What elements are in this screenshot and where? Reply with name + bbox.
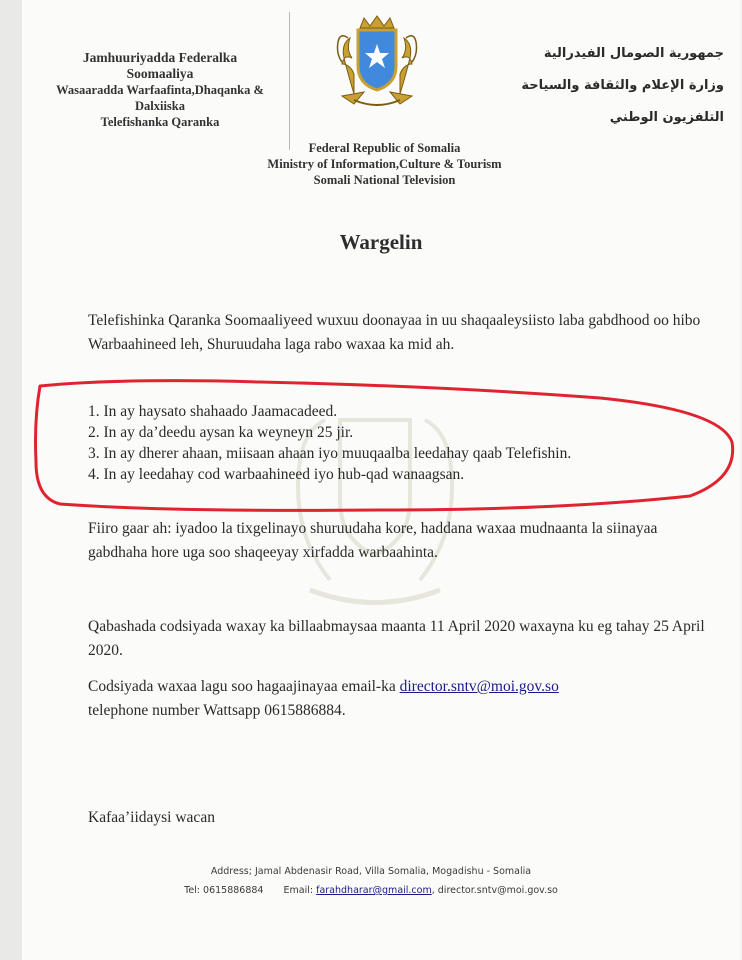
footer-contact <box>0 881 742 900</box>
header-arabic-line: جمهورية الصومال الفيدرالية <box>543 46 724 61</box>
letter-footer <box>0 862 742 900</box>
header-english-line: Federal Republic of Somalia <box>308 141 461 155</box>
header-somali <box>40 50 280 130</box>
note-paragraph: Fiiro gaar ah: iyadoo la tixgelinayo shuruudaha kore, haddana waxaa mudnaanta la siinayaa gabdhaha hore uga soo shaqeeyay xirfadda warbaahinta. <box>88 520 658 561</box>
contact-paragraph <box>88 675 708 723</box>
footer-tel: Tel: 0615886884 <box>184 885 264 896</box>
header-divider <box>289 12 290 150</box>
header-somali-line: Soomaaliya <box>126 66 194 81</box>
header-somali-line: Jamhuuriyadda Federalka <box>82 50 238 65</box>
footer-email-label: Email: <box>283 885 317 896</box>
header-somali-line: Wasaaradda Warfaafinta,Dhaqanka & <box>56 83 264 97</box>
header-english <box>222 140 547 188</box>
footer-email-link[interactable]: farahdharar@gmail.com <box>316 885 432 896</box>
requirement-item: 4. In ay leedahay cod warbaahineed iyo hub-qad wanaagsan. <box>88 466 465 483</box>
red-annotation-loop <box>0 370 742 520</box>
footer-email-rest: , director.sntv@moi.gov.so <box>431 885 558 896</box>
header-arabic-line: التلفزيون الوطني <box>609 110 724 125</box>
header-arabic <box>492 38 724 134</box>
requirement-item: 3. In ay dherer ahaan, miisaan ahaan iyo muuqaalba leedahay qaab Telefishin. <box>88 445 572 462</box>
contact-phone: telephone number Wattsapp 0615886884. <box>88 702 346 719</box>
header-english-line: Somali National Television <box>313 173 456 187</box>
document-title: Wargelin <box>339 230 423 254</box>
requirement-item: 1. In ay haysato shahaado Jaamacadeed. <box>88 403 338 420</box>
dates-paragraph: Qabashada codsiyada waxay ka billaabmaysaa maanta 11 April 2020 waxayna ku eg tahay 25 April 2020. <box>88 618 705 659</box>
requirement-item: 2. In ay da’deedu aysan ka weyneyn 25 jir. <box>88 424 354 441</box>
somalia-coat-of-arms-icon <box>314 14 440 110</box>
intro-paragraph: Telefishinka Qaranka Soomaaliyeed wuxuu doonayaa in uu shaqaaleysiisto laba gabdhood oo hibo Warbaahineed leh, Shuruudaha laga rabo waxaa ka mid ah. <box>88 312 701 353</box>
header-somali-line: Dalxiiska <box>134 99 185 113</box>
header-arabic-line: وزارة الإعلام والثقافة والسياحة <box>521 78 724 93</box>
header-english-line: Ministry of Information,Culture & Tourism <box>267 157 502 171</box>
closing-line: Kafaa’iidaysi wacan <box>88 809 215 826</box>
header-somali-line: Telefishanka Qaranka <box>100 115 220 129</box>
contact-prefix: Codsiyada waxaa lagu soo hagaajinayaa email-ka <box>88 678 400 695</box>
contact-email-link[interactable]: director.sntv@moi.gov.so <box>399 678 559 695</box>
footer-address: Address; Jamal Abdenasir Road, Villa Somalia, Mogadishu - Somalia <box>210 866 532 877</box>
